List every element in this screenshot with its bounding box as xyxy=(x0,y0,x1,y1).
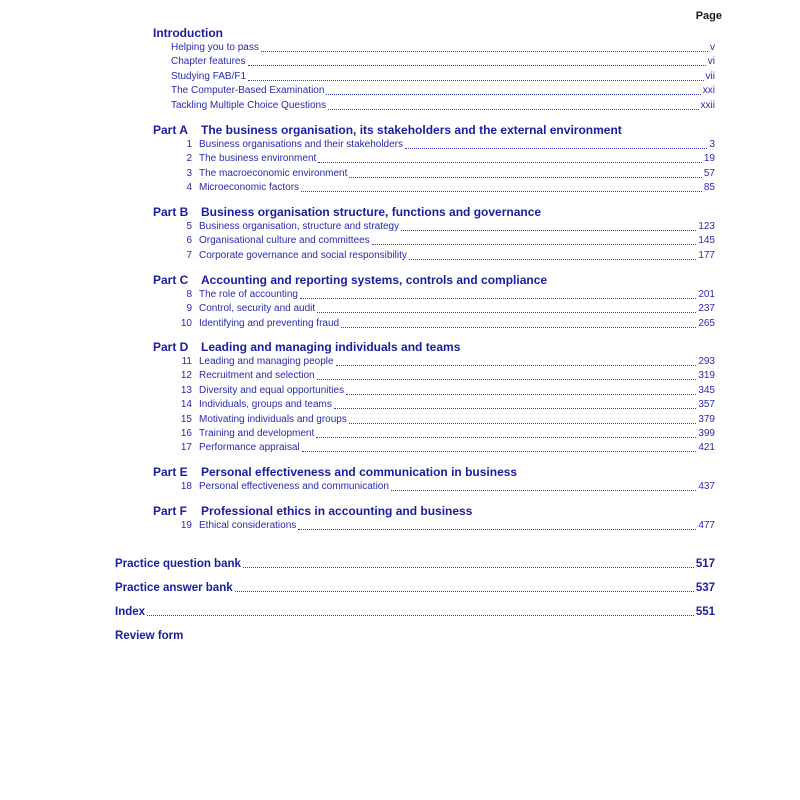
back-matter-item xyxy=(115,581,715,595)
page-column-label: Page xyxy=(695,10,722,22)
part-label: Part D xyxy=(153,340,189,354)
dot-leader xyxy=(372,235,697,245)
chapter-item xyxy=(170,480,715,494)
entry-title: Microeconomic factors xyxy=(199,182,300,194)
chapter-number: 5 xyxy=(186,221,192,232)
entry-title: The macroeconomic environment xyxy=(199,167,348,179)
chapter-number: 16 xyxy=(180,428,192,439)
dot-leader xyxy=(316,428,696,438)
entry-page: 357 xyxy=(698,399,715,411)
part-title: Introduction xyxy=(153,26,223,40)
dot-leader xyxy=(349,168,701,178)
chapter-number: 7 xyxy=(186,249,192,261)
chapter-number: 15 xyxy=(180,413,192,425)
intro-item xyxy=(171,84,715,98)
entry-page: 517 xyxy=(695,558,715,570)
chapter-item xyxy=(170,302,715,316)
part-label: Part F xyxy=(153,504,188,518)
entry-title: Business organisations and their stakeholders xyxy=(199,139,404,150)
chapter-number: 2 xyxy=(186,153,192,165)
entry-page: xxii xyxy=(700,99,715,111)
dot-leader xyxy=(346,385,696,395)
entry-page: 421 xyxy=(698,442,715,454)
entry-page: 345 xyxy=(698,384,715,396)
dot-leader xyxy=(341,318,696,328)
back-matter-item xyxy=(115,629,715,643)
dot-leader xyxy=(300,289,696,299)
chapter-item xyxy=(170,441,715,455)
chapter-item xyxy=(170,427,715,441)
chapter-number: 8 xyxy=(186,289,192,300)
intro-item xyxy=(171,70,715,84)
chapter-item xyxy=(170,288,715,302)
dot-leader xyxy=(328,100,698,110)
entry-title: Corporate governance and social responsibility xyxy=(199,249,407,261)
intro-item xyxy=(171,55,715,69)
dot-leader xyxy=(248,56,706,66)
entry-title: Control, security and audit xyxy=(199,303,316,315)
chapter-item xyxy=(170,384,715,398)
entry-title: Recruitment and selection xyxy=(199,370,315,382)
chapter-item xyxy=(170,355,715,369)
entry-title: Performance appraisal xyxy=(199,442,300,454)
chapter-number: 19 xyxy=(180,520,192,531)
part-label: Part B xyxy=(153,205,189,219)
dot-leader xyxy=(409,250,696,260)
dot-leader xyxy=(261,42,708,52)
chapter-item xyxy=(170,369,715,383)
entry-title: Organisational culture and committees xyxy=(199,235,370,247)
part-title: The business organisation, its stakeholders and the external environment xyxy=(201,123,622,137)
intro-item xyxy=(171,41,715,55)
entry-page: 145 xyxy=(698,235,715,247)
part-title: Business organisation structure, functions and governance xyxy=(201,205,542,219)
entry-title: The Computer-Based Examination xyxy=(171,85,325,97)
entry-title: Motivating individuals and groups xyxy=(199,413,347,425)
chapter-number: 10 xyxy=(180,317,192,329)
entry-title: Business organisation, structure and strategy xyxy=(199,221,400,232)
entry-title: Studying FAB/F1 xyxy=(171,70,247,82)
dot-leader xyxy=(301,182,702,192)
chapter-number: 14 xyxy=(180,399,192,411)
chapter-item xyxy=(170,152,715,166)
entry-title: Helping you to pass xyxy=(171,42,259,53)
entry-page: 551 xyxy=(695,606,715,618)
chapter-number: 9 xyxy=(186,303,192,315)
part-label: Part C xyxy=(153,273,189,287)
entry-page: vii xyxy=(705,70,715,82)
dot-leader xyxy=(235,582,694,592)
dot-leader xyxy=(302,442,697,452)
entry-title: The business environment xyxy=(199,153,317,165)
entry-page: 57 xyxy=(703,167,715,179)
entry-title: Training and development xyxy=(199,428,315,439)
part-heading xyxy=(153,504,472,518)
dot-leader xyxy=(326,85,700,95)
part-title: Accounting and reporting systems, controls and compliance xyxy=(201,273,548,287)
entry-title: Personal effectiveness and communication xyxy=(199,481,389,492)
entry-page: 177 xyxy=(698,249,715,261)
back-matter-item xyxy=(115,557,715,571)
chapter-item xyxy=(170,398,715,412)
chapter-number: 12 xyxy=(180,370,192,382)
entry-page: 265 xyxy=(698,317,715,329)
entry-page: vi xyxy=(707,56,715,68)
entry-page: v xyxy=(710,42,715,53)
part-title: Personal effectiveness and communication in business xyxy=(201,465,518,479)
entry-title: Leading and managing people xyxy=(199,356,334,367)
dot-leader xyxy=(336,356,697,366)
chapter-item xyxy=(170,234,715,248)
dot-leader xyxy=(298,520,696,530)
introduction-heading xyxy=(153,26,223,40)
entry-page: 437 xyxy=(698,481,715,492)
chapter-item xyxy=(170,167,715,181)
chapter-number: 17 xyxy=(180,442,192,454)
chapter-number: 4 xyxy=(186,182,192,194)
entry-page: xxi xyxy=(702,85,715,97)
entry-page: 477 xyxy=(698,520,715,531)
chapter-number: 11 xyxy=(181,356,192,367)
chapter-item xyxy=(170,519,715,533)
entry-title: Index xyxy=(115,606,146,618)
entry-page: 379 xyxy=(698,413,715,425)
dot-leader xyxy=(243,558,694,568)
entry-title: Individuals, groups and teams xyxy=(199,399,332,411)
dot-leader xyxy=(248,71,704,81)
entry-page: 237 xyxy=(698,303,715,315)
dot-leader xyxy=(317,370,697,380)
dot-leader xyxy=(349,414,696,424)
part-title: Professional ethics in accounting and business xyxy=(201,504,473,518)
entry-page: 293 xyxy=(698,356,715,367)
dot-leader xyxy=(401,221,696,231)
entry-title: The role of accounting xyxy=(199,289,298,300)
part-heading xyxy=(153,273,547,287)
intro-item xyxy=(171,99,715,113)
entry-title: Practice answer bank xyxy=(115,582,233,594)
entry-title: Review form xyxy=(115,630,184,642)
entry-page: 537 xyxy=(695,582,715,594)
part-heading xyxy=(153,465,517,479)
part-title: Leading and managing individuals and teams xyxy=(201,340,461,354)
entry-title: Identifying and preventing fraud xyxy=(199,317,340,329)
dot-leader xyxy=(334,399,696,409)
chapter-item xyxy=(170,181,715,195)
entry-page: 201 xyxy=(698,289,715,300)
chapter-item xyxy=(170,220,715,234)
chapter-number: 18 xyxy=(180,481,192,492)
part-heading xyxy=(153,205,541,219)
entry-page: 85 xyxy=(703,182,715,194)
dot-leader xyxy=(318,153,702,163)
entry-title: Diversity and equal opportunities xyxy=(199,384,345,396)
dot-leader xyxy=(391,481,696,491)
part-heading xyxy=(153,123,622,137)
entry-page: 399 xyxy=(698,428,715,439)
entry-title: Chapter features xyxy=(171,56,246,68)
chapter-number: 6 xyxy=(186,235,192,247)
dot-leader xyxy=(405,139,707,149)
chapter-item xyxy=(170,413,715,427)
entry-page: 319 xyxy=(698,370,715,382)
entry-page: 3 xyxy=(709,139,715,150)
part-label: Part A xyxy=(153,123,188,137)
part-label: Part E xyxy=(153,465,188,479)
back-matter-item xyxy=(115,605,715,619)
entry-title: Tackling Multiple Choice Questions xyxy=(171,99,327,111)
chapter-item xyxy=(170,138,715,152)
chapter-item xyxy=(170,317,715,331)
chapter-item xyxy=(170,249,715,263)
entry-page: 19 xyxy=(703,153,715,165)
chapter-number: 13 xyxy=(180,384,192,396)
part-heading xyxy=(153,340,460,354)
entry-title: Practice question bank xyxy=(115,558,241,570)
entry-title: Ethical considerations xyxy=(199,520,297,531)
dot-leader xyxy=(147,606,694,616)
chapter-number: 1 xyxy=(186,139,192,150)
entry-page: 123 xyxy=(698,221,715,232)
dot-leader xyxy=(317,303,696,313)
chapter-number: 3 xyxy=(186,167,192,179)
